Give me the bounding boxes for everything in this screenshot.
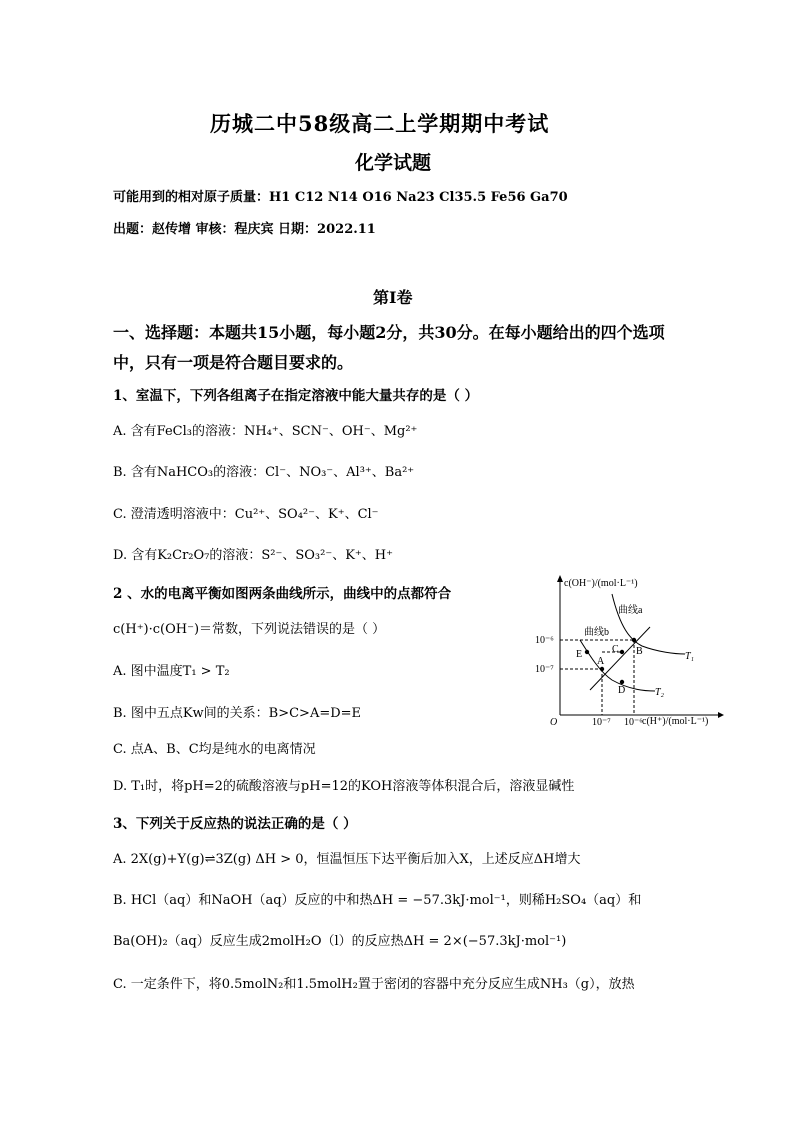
x-axis-arrow <box>718 712 724 718</box>
point-e-label: E <box>576 649 583 660</box>
q3-option-b-1: B. HCl（aq）和NaOH（aq）反应的中和热ΔH = −57.3kJ·mol⁻¹，则稀H₂SO₄（aq）和 <box>113 893 642 908</box>
point-a <box>600 667 604 671</box>
q1-stem: 1、室温下，下列各组离子在指定溶液中能大量共存的是（ ） <box>113 388 479 404</box>
q1-option-b: B. 含有NaHCO₃的溶液：Cl⁻、NO₃⁻、Al³⁺、Ba²⁺ <box>113 465 415 480</box>
section-line-2: 中，只有一项是符合题目要求的。 <box>113 353 354 372</box>
y-tick-1e-6: 10⁻⁶ <box>535 635 554 646</box>
q3-option-c: C. 一定条件下，将0.5molN₂和1.5molH₂置于密闭的容器中充分反应生成NH₃（g），放热 <box>113 977 635 992</box>
water-ionization-chart <box>530 572 730 732</box>
point-a-label: A <box>597 656 605 667</box>
q1-option-d: D. 含有K₂Cr₂O₇的溶液：S²⁻、SO₃²⁻、K⁺、H⁺ <box>113 548 393 563</box>
x-axis-label: c(H⁺)/(mol·L⁻¹) <box>642 716 709 727</box>
atomic-masses: 可能用到的相对原子质量：H1 C12 N14 O16 Na23 Cl35.5 Fe56 Ga70 <box>113 190 568 205</box>
t2-label: T₂ <box>655 687 665 698</box>
q1-option-c: C. 澄清透明溶液中：Cu²⁺、SO₄²⁻、K⁺、Cl⁻ <box>113 507 379 522</box>
x-tick-1e-6: 10⁻⁶ <box>624 717 643 728</box>
point-b-label: B <box>636 646 643 657</box>
y-tick-1e-7: 10⁻⁷ <box>535 664 554 675</box>
q3-option-b-2: Ba(OH)₂（aq）反应生成2molH₂O（l）的反应热ΔH = 2×(−57.3kJ·mol⁻¹) <box>113 934 567 949</box>
q2-option-c: C. 点A、B、C均是纯水的电离情况 <box>113 742 316 757</box>
q1-option-a: A. 含有FeCl₃的溶液：NH₄⁺、SCN⁻、OH⁻、Mg²⁺ <box>113 424 418 439</box>
y-axis-label: c(OH⁻)/(mol·L⁻¹) <box>564 578 638 589</box>
point-d <box>620 680 624 684</box>
t1-label: T₁ <box>685 651 695 662</box>
point-b <box>632 638 636 642</box>
q2-stem-2: c(H⁺)·c(OH⁻)＝常数，下列说法错误的是（ ） <box>113 622 386 637</box>
y-axis-arrow <box>557 575 563 582</box>
curve-b-label: 曲线b <box>584 627 609 638</box>
q2-option-a: A. 图中温度T₁ > T₂ <box>113 664 230 679</box>
exam-title: 历城二中58级高二上学期期中考试 <box>210 111 550 136</box>
author-line: 出题：赵传增 审核：程庆宾 日期：2022.11 <box>113 222 376 237</box>
q2-option-d: D. T₁时，将pH=2的硫酸溶液与pH=12的KOH溶液等体积混合后，溶液显碱性 <box>113 779 575 794</box>
point-d-label: D <box>618 685 626 696</box>
curve-a <box>612 594 685 654</box>
exam-subtitle: 化学试题 <box>355 152 432 174</box>
point-c-label: C <box>612 644 619 655</box>
curve-a-label: 曲线a <box>618 605 643 616</box>
q2-stem-1: 2 、水的电离平衡如图两条曲线所示，曲线中的点都符合 <box>113 586 452 602</box>
point-e <box>585 650 589 654</box>
part-heading: 第Ⅰ卷 <box>373 288 413 307</box>
q2-option-b: B. 图中五点Kw间的关系：B>C>A=D=E <box>113 706 362 721</box>
q3-option-a: A. 2X(g)+Y(g)⇌3Z(g) ΔH > 0，恒温恒压下达平衡后加入X，上述反应ΔH增大 <box>113 852 581 867</box>
origin-label: O <box>550 717 558 728</box>
x-tick-1e-7: 10⁻⁷ <box>592 717 611 728</box>
point-c <box>620 650 624 654</box>
q3-stem: 3、下列关于反应热的说法正确的是（ ） <box>113 816 357 832</box>
section-line-1: 一、选择题：本题共15小题，每小题2分，共30分。在每小题给出的四个选项 <box>113 323 665 342</box>
